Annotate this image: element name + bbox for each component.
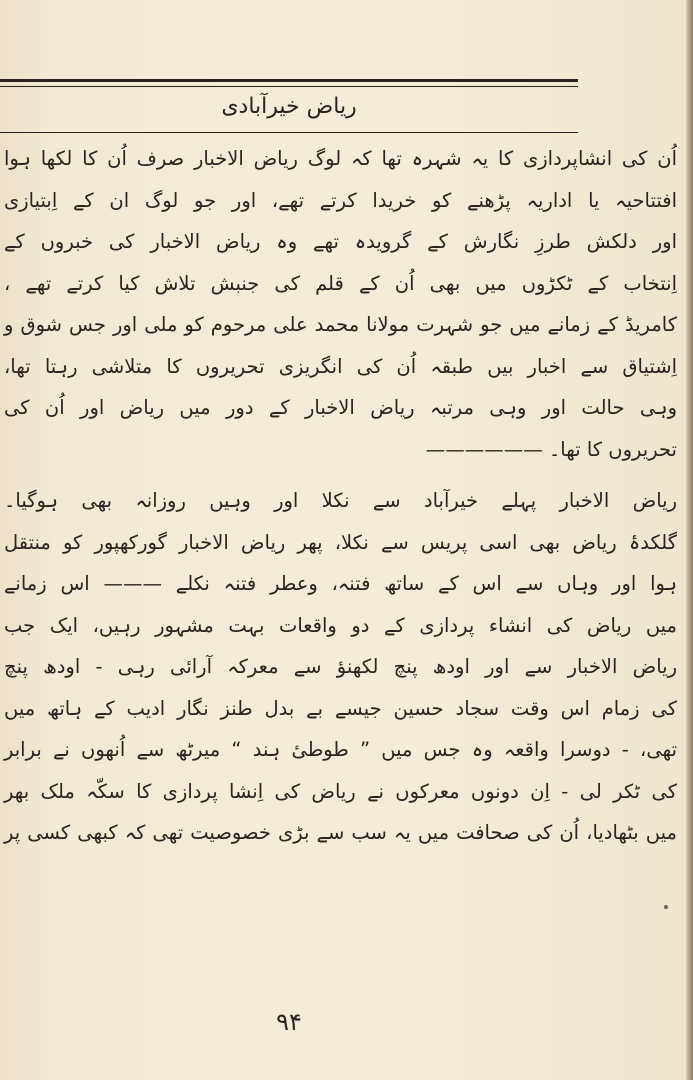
page-edge [686, 0, 693, 1080]
body-text [0, 138, 685, 854]
text-line: اور دلکش طرزِ نگارش کے گرویدہ تھے وہ ریاض الاخبار کی خبروں کے [4, 230, 677, 253]
text-line: ریاض الاخبار پہلے خیرآباد سے نکلا اور وہیں روزانہ بھی ہوگیا۔ [4, 489, 677, 512]
text-line: میں بٹھادیا، اُن کی صحافت میں یہ سب سے بڑی خصوصیت تھی کہ کبھی کسی پر [4, 821, 677, 844]
paragraph-1 [0, 138, 685, 470]
text-line: گلکدۂ ریاض بھی اسی پریس سے نکلا، پھر ریاض الاخبار گورکھپور کو منتقل [4, 530, 677, 554]
text-line: کی ٹکر لی - اِن دونوں معرکوں نے ریاض کی اِنشا پردازی کا سکّہ ملک بھر [4, 779, 677, 803]
text-line: تحریروں کا تھا۔ —————— [425, 437, 677, 461]
paragraph-2 [0, 480, 685, 854]
text-line: ریاض الاخبار سے اور اودھ پنچ لکھنؤ سے معرکہ آرائی رہی - اودھ پنچ [4, 655, 677, 678]
header-rule-thin [0, 86, 578, 87]
text-line: وہی حالت اور وہی مرتبہ ریاض الاخبار کے دور میں ریاض اور اُن کی [4, 396, 677, 419]
page-number: ۹۴ [276, 1008, 302, 1036]
running-head-rule [0, 132, 578, 133]
text-line: تھی، - دوسرا واقعہ وہ جس میں ” طوطیٔ ہند “ میرٹھ سے اُنھوں نے برابر [4, 738, 677, 761]
paragraph-gap [0, 470, 685, 480]
running-head: ریاض خیرآبادی [221, 94, 357, 119]
text-line: میں ریاض کی انشاء پردازی کے دو واقعات بہت مشہور رہیں، ایک جب [4, 613, 677, 637]
text-line: اِشتیاق سے اخبار بیں طبقہ اُن کی انگریزی تحریروں کا متلاشی رہتا تھا، [4, 354, 677, 378]
text-line: کی زمام اس وقت سجاد حسین جیسے بے بدل طنز نگار ادیب کے ہاتھ میں [4, 696, 677, 720]
text-line: ہوا اور وہاں سے اس کے ساتھ فتنہ، وعطر فتنہ نکلے ——— اس زمانے [4, 572, 677, 595]
header-rule-thick [0, 79, 578, 82]
text-line: اِنتخاب کے ٹکڑوں میں بھی اُن کے قلم کی جنبش تلاش کیا کرتے تھے ، [4, 271, 677, 295]
text-line: کامریڈ کے زمانے میں جو شہرت مولانا محمد علی مرحوم کو ملی اور جس شوق و [4, 313, 677, 336]
paper-speck [664, 905, 668, 909]
text-line: افتتاحیہ یا اداریہ پڑھنے کو خریدا کرتے تھے، اور جو لوگ ان کے اِبتیازی [4, 188, 677, 212]
text-line: اُن کی انشاپردازی کا یہ شہرہ تھا کہ لوگ ریاض الاخبار صرف اُن کا لکھا ہوا [4, 147, 677, 170]
